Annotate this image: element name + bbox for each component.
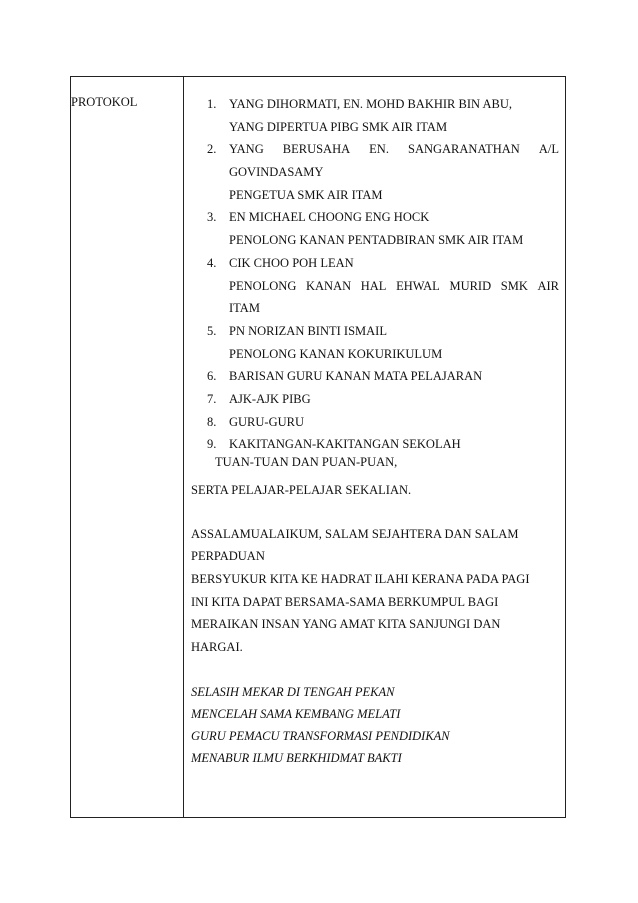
protocol-item xyxy=(187,324,559,369)
greeting-line: PERPADUAN xyxy=(191,549,265,563)
item-line: EN MICHAEL CHOONG ENG HOCK xyxy=(229,210,430,225)
item-line: AJK-AJK PIBG xyxy=(229,391,311,406)
protokol-label: PROTOKOL xyxy=(71,95,138,109)
greeting-line: ASSALAMUALAIKUM, SALAM SEJAHTERA DAN SALAM xyxy=(191,527,519,541)
poem-line: GURU PEMACU TRANSFORMASI PENDIDIKAN xyxy=(191,729,450,743)
column-divider xyxy=(183,77,184,817)
word: SANGARANATHAN xyxy=(408,142,520,157)
word: MURID xyxy=(449,278,492,293)
word: PENOLONG xyxy=(229,278,297,293)
item-line: BARISAN GURU KANAN MATA PELAJARAN xyxy=(229,369,483,384)
gratitude-line: BERSYUKUR KITA KE HADRAT ILAHI KERANA PADA PAGI xyxy=(191,572,530,586)
item-number: 3. xyxy=(207,210,217,225)
protocol-item xyxy=(187,210,559,255)
word: EN. xyxy=(369,142,389,157)
poem-line: SELASIH MEKAR DI TENGAH PEKAN xyxy=(191,685,395,699)
item-number: 5. xyxy=(207,323,217,338)
item-line: PENOLONG KANAN KOKURIKULUM xyxy=(229,346,443,361)
gratitude-line: HARGAI. xyxy=(191,640,243,654)
protocol-item xyxy=(187,392,559,415)
item-line-justified xyxy=(229,142,559,165)
word: A/L xyxy=(538,142,559,157)
item-number: 2. xyxy=(207,142,217,157)
word: KANAN xyxy=(305,278,352,293)
item-number: 9. xyxy=(207,437,217,452)
poem-line: MENCELAH SAMA KEMBANG MELATI xyxy=(191,707,401,721)
item-line: YANG DIHORMATI, EN. MOHD BAKHIR BIN ABU, xyxy=(229,97,512,111)
serta-line: SERTA PELAJAR-PELAJAR SEKALIAN. xyxy=(191,483,412,497)
item-line-justified xyxy=(229,279,559,302)
protocol-item xyxy=(187,415,559,438)
item-number: 4. xyxy=(207,255,217,270)
protocol-item xyxy=(187,142,559,210)
item-line: YANG DIPERTUA PIBG SMK AIR ITAM xyxy=(229,119,448,134)
gratitude-line: MERAIKAN INSAN YANG AMAT KITA SANJUNGI DAN xyxy=(191,617,501,631)
item-line: CIK CHOO POH LEAN xyxy=(229,255,354,270)
word: HAL xyxy=(360,278,387,293)
item-line: GURU-GURU xyxy=(229,414,304,429)
tuan-tuan-line: TUAN-TUAN DAN PUAN-PUAN, xyxy=(215,455,398,469)
item-line: PENGETUA SMK AIR ITAM xyxy=(229,187,383,202)
item-line: PN NORIZAN BINTI ISMAIL xyxy=(229,323,387,338)
item-line: PENOLONG KANAN PENTADBIRAN SMK AIR ITAM xyxy=(229,233,524,248)
word: AIR xyxy=(537,278,559,293)
item-line: GOVINDASAMY xyxy=(229,165,324,180)
word: BERUSAHA xyxy=(282,142,351,157)
word: EHWAL xyxy=(396,278,440,293)
protocol-item xyxy=(187,369,559,392)
protocol-list xyxy=(187,97,559,460)
item-line: ITAM xyxy=(229,301,260,316)
item-number: 7. xyxy=(207,391,217,406)
word: SMK xyxy=(500,278,528,293)
protocol-item xyxy=(187,97,559,142)
item-line: KAKITANGAN-KAKITANGAN SEKOLAH xyxy=(229,437,461,452)
item-number: 1. xyxy=(207,97,217,111)
gratitude-line: INI KITA DAPAT BERSAMA-SAMA BERKUMPUL BAGI xyxy=(191,595,499,609)
poem-line: MENABUR ILMU BERKHIDMAT BAKTI xyxy=(191,751,402,765)
word: YANG xyxy=(229,142,264,157)
protocol-item xyxy=(187,256,559,324)
speech-table xyxy=(70,76,566,818)
item-number: 8. xyxy=(207,414,217,429)
item-number: 6. xyxy=(207,369,217,384)
